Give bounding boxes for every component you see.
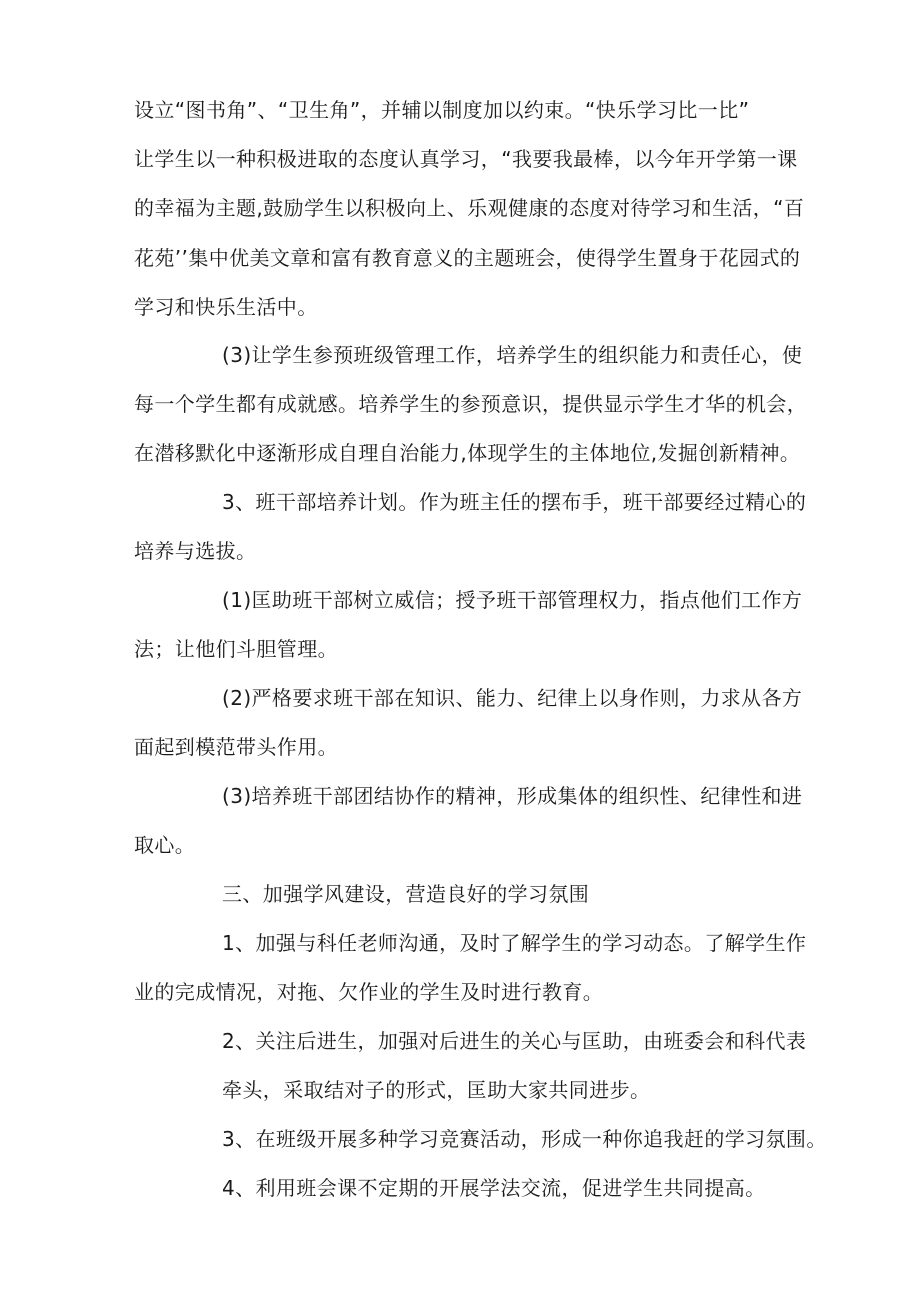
text-line: 业的完成情况，对拖、欠作业的学生及时进行教育。 (134, 980, 604, 1004)
text-line: 3、在班级开展多种学习竞赛活动，形成一种你追我赶的学习氛围。 (222, 1127, 827, 1151)
text-line: 花苑’’集中优美文章和富有教育意义的主题班会，使得学生置身于花园式的 (134, 246, 801, 270)
text-line: 取心。 (134, 833, 196, 857)
text-line: 牵头，采取结对子的形式，匡助大家共同进步。 (222, 1078, 651, 1102)
text-line: 的幸福为主题,鼓励学生以积极向上、乐观健康的态度对待学习和生活，“百 (134, 196, 805, 220)
text-line: 学习和快乐生活中。 (134, 295, 318, 319)
text-line: 3、班干部培养计划。作为班主任的摆布手，班干部要经过精心的 (222, 490, 807, 514)
text-line: 法；让他们斗胆管理。 (134, 637, 338, 661)
text-line: 在潜移默化中逐渐形成自理自治能力,体现学生的主体地位,发掘创新精神。 (134, 441, 801, 465)
text-line: 培养与选拔。 (134, 539, 257, 563)
text-line: (3)让学生参预班级管理工作，培养学生的组织能力和责任心，使 (222, 343, 803, 367)
text-line: (2)严格要求班干部在知识、能力、纪律上以身作则，力求从各方 (222, 686, 803, 710)
text-line: (1)匡助班干部树立威信；授予班干部管理权力，指点他们工作方 (222, 588, 803, 612)
text-line: 每一个学生都有成就感。培养学生的参预意识，提供显示学生才华的机会， (134, 392, 808, 416)
text-line: 让学生以一种积极进取的态度认真学习，“我要我最棒，以今年开学第一课 (134, 147, 798, 171)
text-line: (3)培养班干部团结协作的精神，形成集体的组织性、纪律性和进 (222, 784, 803, 808)
section-heading: 三、加强学风建设，营造良好的学习氛围 (222, 882, 590, 906)
text-line: 4、利用班会课不定期的开展学法交流，促进学生共同提高。 (222, 1176, 766, 1200)
text-line: 面起到模范带头作用。 (134, 735, 338, 759)
text-line: 设立“图书角”、“卫生角”，并辅以制度加以约束。“快乐学习比一比” (134, 98, 750, 122)
text-line: 1、加强与科任老师沟通，及时了解学生的学习动态。了解学生作 (222, 931, 807, 955)
text-line: 2、关注后进生，加强对后进生的关心与匡助，由班委会和科代表 (222, 1029, 807, 1053)
